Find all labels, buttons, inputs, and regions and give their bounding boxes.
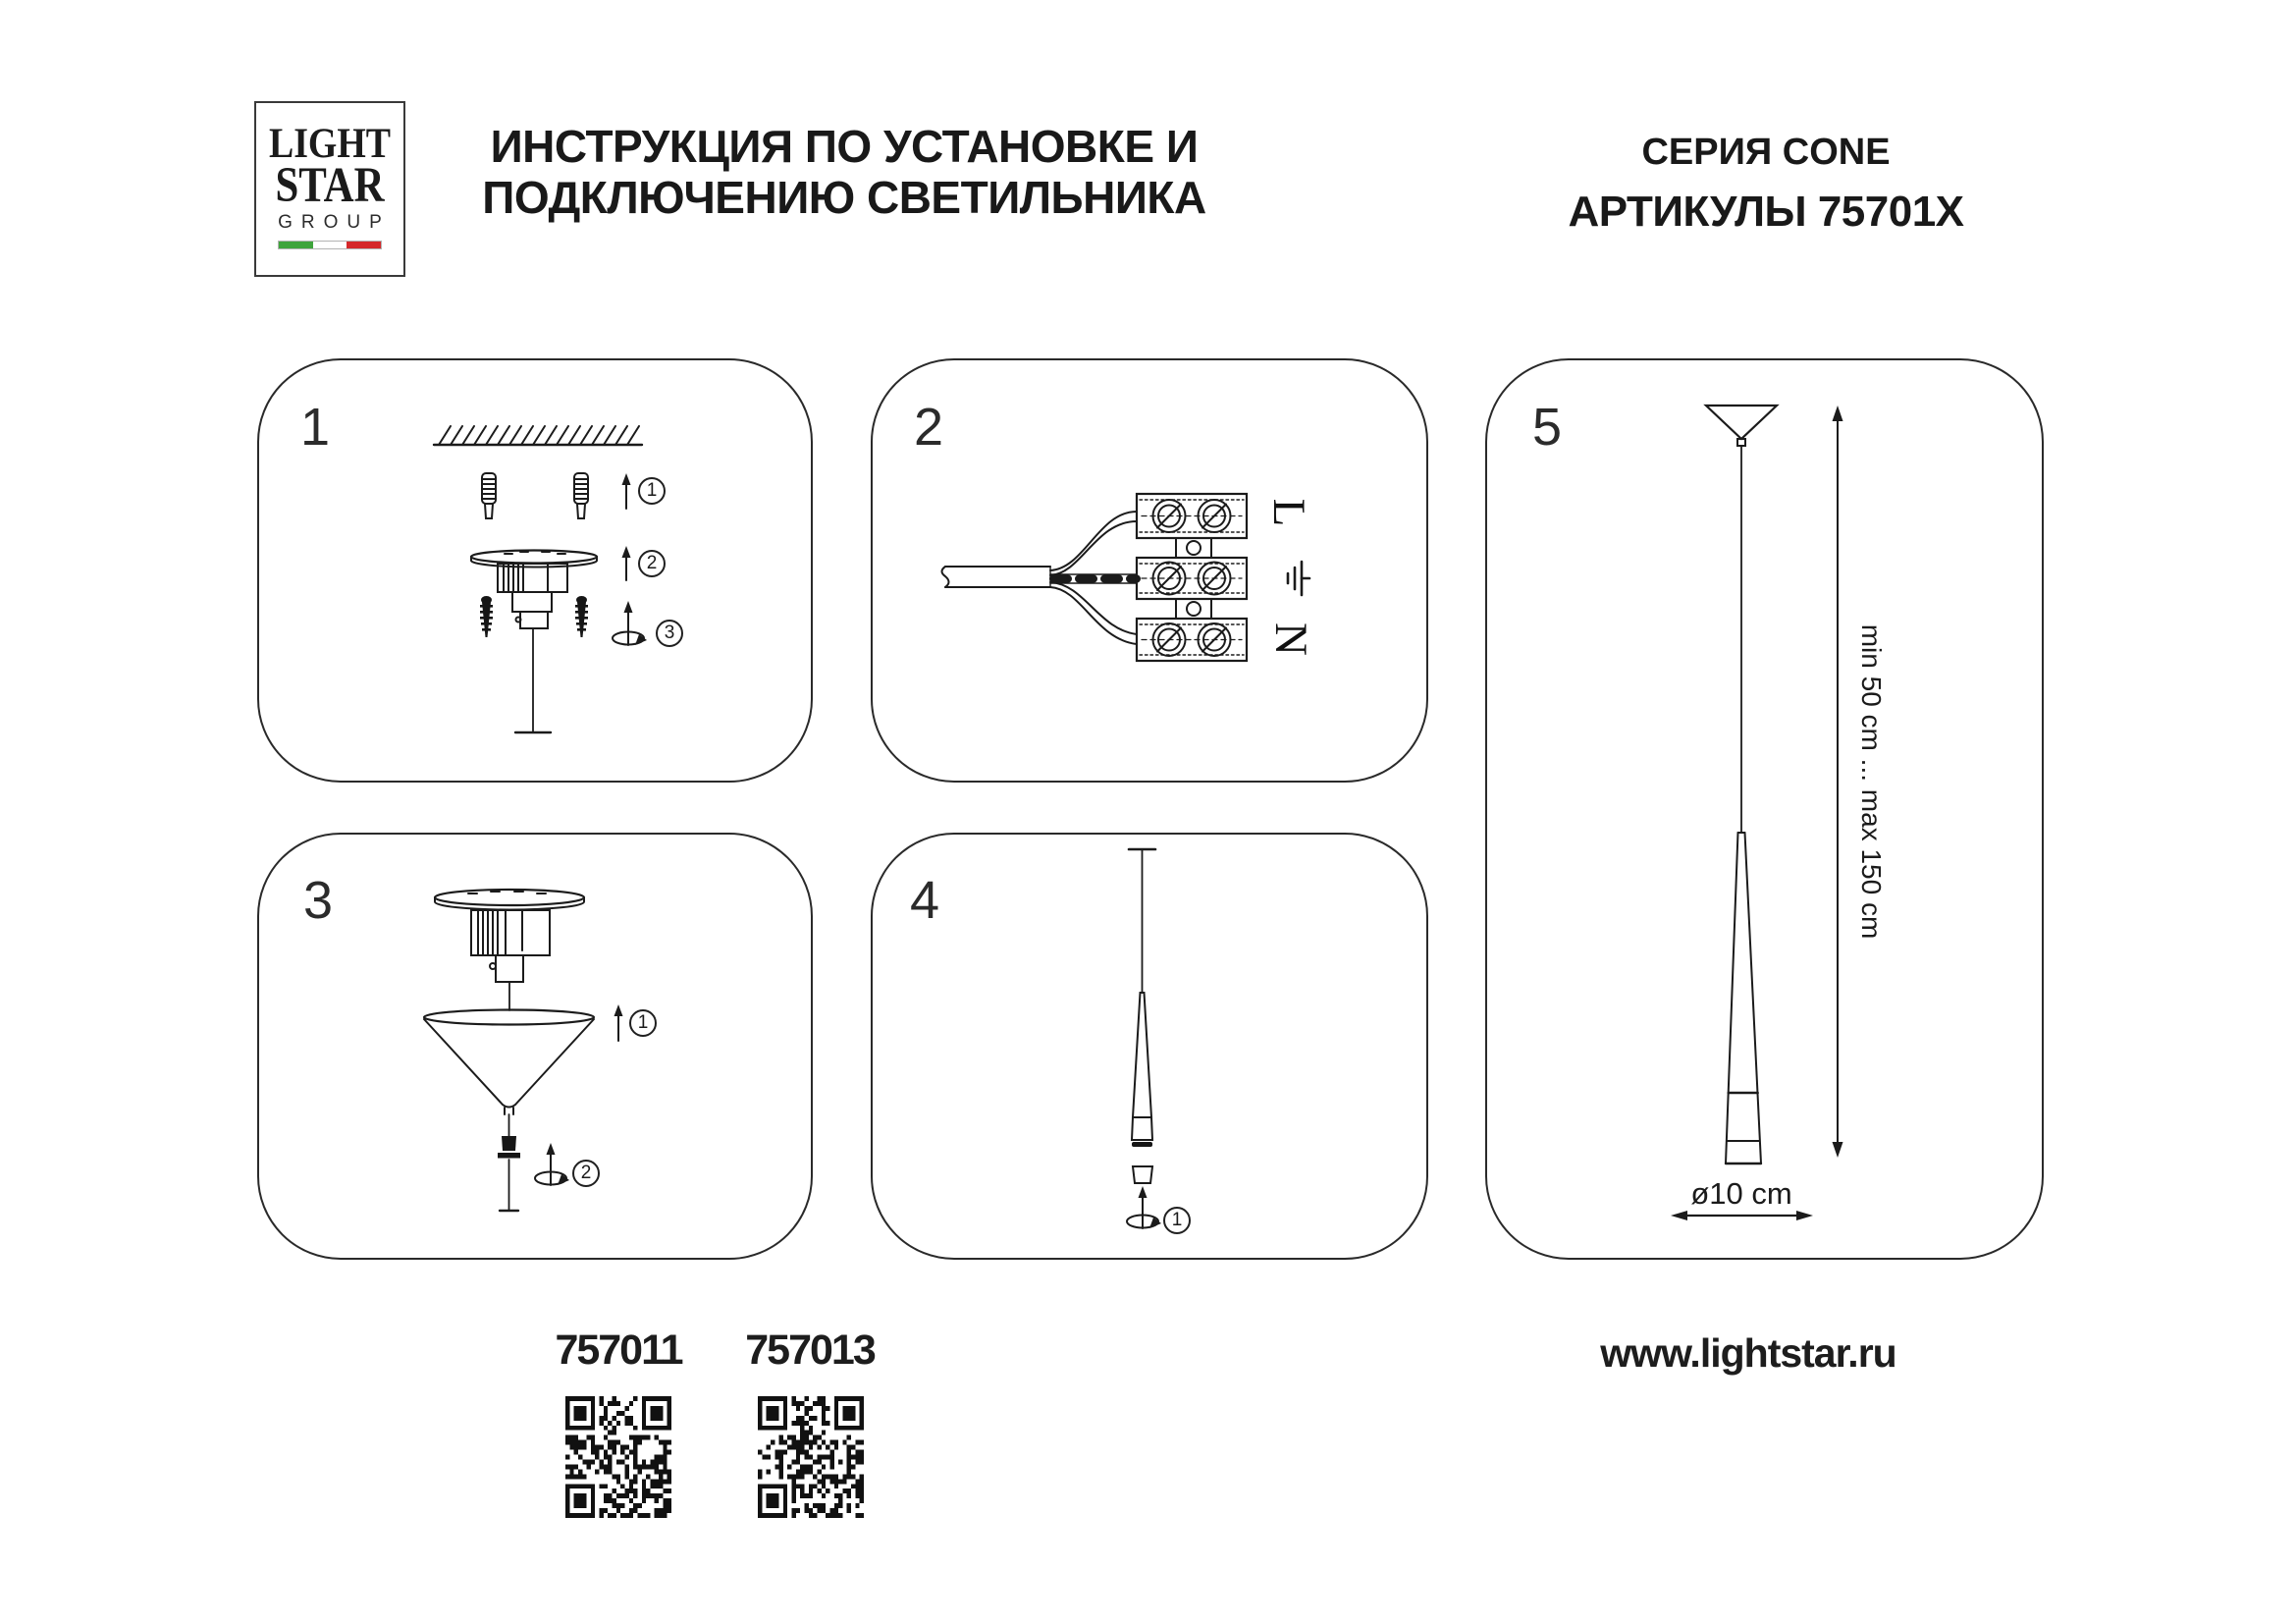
panel-1-diagram: [257, 358, 813, 783]
italian-flag-icon: [278, 241, 382, 249]
rotate-icon: [535, 1143, 569, 1185]
height-range-label: min 50 cm ... max 150 cm: [1856, 623, 1887, 940]
ceiling-hatch-icon: [434, 426, 642, 445]
panel-2-number: 2: [913, 398, 944, 457]
qr-code-1: [565, 1396, 671, 1518]
panel-3-number: 3: [302, 871, 334, 930]
diameter-dimension-arrow: [1671, 1211, 1813, 1220]
logo-word-group: GROUP: [278, 212, 391, 234]
label-live: L: [1263, 498, 1314, 527]
ceiling-canopy: [435, 890, 584, 1010]
arrow-up-icon: [622, 546, 631, 580]
height-dimension-arrow: [1833, 406, 1843, 1158]
arrow-up-icon: [614, 1004, 623, 1041]
logo-word-star: STAR: [275, 157, 385, 213]
flag-green: [279, 242, 313, 248]
step-badge: 1: [1163, 1207, 1191, 1234]
cone-pendant-body: [1726, 833, 1761, 1164]
screw-icon: [575, 596, 588, 637]
panel-5-number: 5: [1531, 398, 1563, 457]
product-code-2: 757013: [745, 1326, 875, 1374]
product-code-1: 757011: [555, 1326, 682, 1374]
cone-shade: [424, 1010, 594, 1115]
website-url: www.lightstar.ru: [1600, 1330, 1896, 1376]
wall-plug-icon: [574, 473, 588, 518]
wire-neutral: [1050, 582, 1137, 644]
diffuser-cap: [1133, 1166, 1152, 1183]
arrow-up-icon: [622, 473, 631, 509]
flag-red: [347, 242, 381, 248]
terminal-block: [1137, 494, 1247, 661]
logo-word-light: LIGHT: [268, 121, 392, 167]
rotate-icon: [1127, 1186, 1161, 1228]
panel-5-diagram: [1485, 358, 2044, 1260]
ground-icon: [1288, 562, 1309, 595]
step-badge: 3: [656, 620, 683, 647]
series-label: СЕРИЯ CONE: [1641, 132, 1891, 173]
step-badge: 2: [572, 1160, 600, 1187]
panel-4-number: 4: [909, 871, 940, 930]
panel-1-number: 1: [299, 398, 331, 457]
screw-icon: [480, 596, 493, 637]
flag-white: [313, 242, 347, 248]
rotate-icon: [613, 601, 647, 645]
lightstar-logo: [254, 101, 405, 277]
panel-4-diagram: [871, 833, 1428, 1260]
qr-code-2: [758, 1396, 864, 1518]
step-badge: 1: [629, 1009, 657, 1037]
ceiling-canopy: [471, 551, 597, 733]
panel-3-diagram: [257, 833, 813, 1260]
label-neutral: N: [1265, 623, 1316, 656]
wire-ground-striped: [1050, 574, 1137, 583]
cone-pendant-body: [1132, 993, 1152, 1147]
mains-cable: [942, 567, 1051, 587]
articles-label: АРТИКУЛЫ 75701X: [1568, 188, 1964, 236]
panel-2-diagram: [871, 358, 1428, 783]
diameter-label: ø10 cm: [1690, 1176, 1792, 1211]
page-title: [442, 122, 1247, 224]
title-line-1: ИНСТРУКЦИЯ ПО УСТАНОВКЕ И: [490, 121, 1199, 172]
step-badge: 1: [638, 477, 666, 505]
step-badge: 2: [638, 550, 666, 577]
cable-lock-nut: [498, 1136, 520, 1159]
wire-live: [1050, 512, 1137, 575]
ceiling-cone-canopy: [1706, 406, 1777, 446]
title-line-2: ПОДКЛЮЧЕНИЮ СВЕТИЛЬНИКА: [482, 171, 1206, 223]
wall-plug-icon: [482, 473, 496, 518]
